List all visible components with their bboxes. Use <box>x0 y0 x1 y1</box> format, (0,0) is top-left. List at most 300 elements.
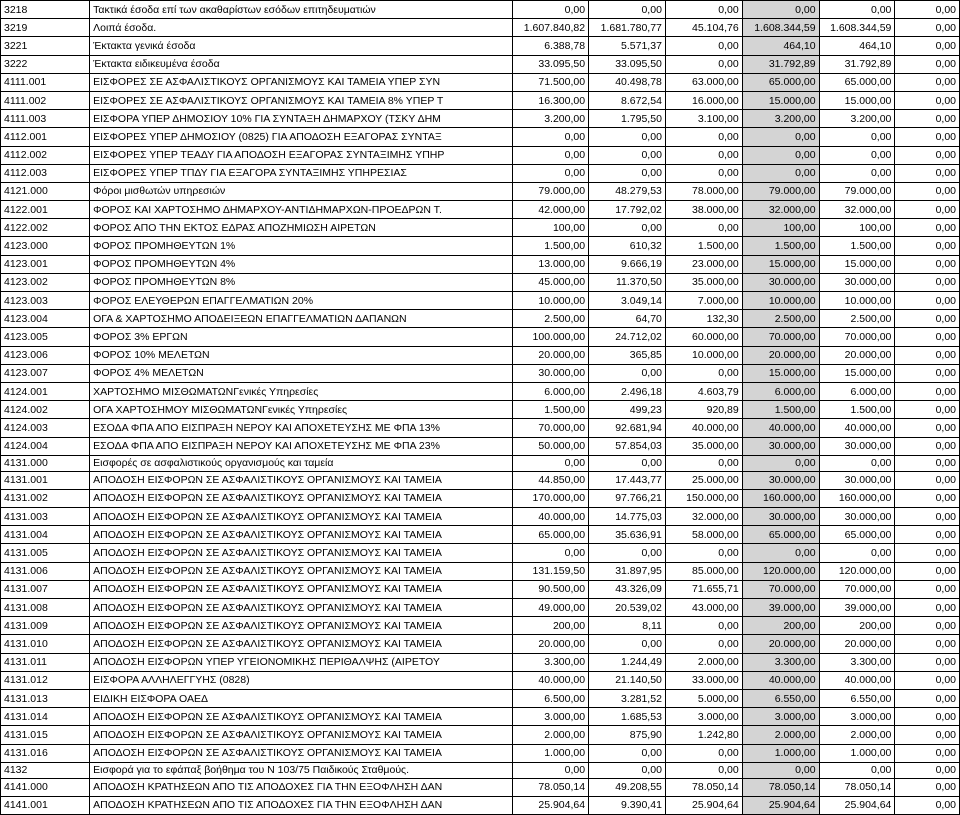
description-cell: ΕΙΣΦΟΡΕΣ ΥΠΕΡ ΤΠΔΥ ΓΙΑ ΕΞΑΓΟΡΑ ΣΥΝΤΑΞΙΜΗΣ ΥΠΗΡΕΣΙΑΣ <box>90 164 513 182</box>
amount-cell-4: 79.000,00 <box>742 182 819 200</box>
amount-cell-6: 0,00 <box>895 91 960 109</box>
amount-cell-4: 39.000,00 <box>742 599 819 617</box>
amount-cell-4: 40.000,00 <box>742 419 819 437</box>
amount-cell-2: 0,00 <box>589 146 666 164</box>
amount-cell-4: 1.608.344,59 <box>742 19 819 37</box>
amount-cell-2: 8.672,54 <box>589 91 666 109</box>
amount-cell-4: 0,00 <box>742 762 819 778</box>
amount-cell-3: 1.242,80 <box>665 726 742 744</box>
amount-cell-5: 2.000,00 <box>819 726 895 744</box>
amount-cell-5: 200,00 <box>819 617 895 635</box>
table-row <box>1 508 960 526</box>
description-cell: ΧΑΡΤΟΣΗΜΟ ΜΙΣΘΩΜΑΤΩΝΓενικές Υπηρεσίες <box>90 382 513 400</box>
amount-cell-3: 58.000,00 <box>665 526 742 544</box>
amount-cell-6: 0,00 <box>895 401 960 419</box>
amount-cell-5: 1.000,00 <box>819 744 895 762</box>
amount-cell-6: 0,00 <box>895 471 960 489</box>
account-code-cell: 4131.007 <box>1 580 90 598</box>
amount-cell-2: 0,00 <box>589 219 666 237</box>
amount-cell-1: 1.500,00 <box>513 237 589 255</box>
amount-cell-3: 40.000,00 <box>665 419 742 437</box>
account-code-cell: 4111.003 <box>1 110 90 128</box>
account-code-cell: 4131.010 <box>1 635 90 653</box>
table-row <box>1 219 960 237</box>
account-code-cell: 4111.001 <box>1 73 90 91</box>
amount-cell-5: 78.050,14 <box>819 778 895 796</box>
amount-cell-6: 0,00 <box>895 526 960 544</box>
amount-cell-5: 0,00 <box>819 455 895 471</box>
amount-cell-2: 9.390,41 <box>589 796 666 814</box>
amount-cell-4: 30.000,00 <box>742 471 819 489</box>
amount-cell-1: 40.000,00 <box>513 671 589 689</box>
amount-cell-3: 71.655,71 <box>665 580 742 598</box>
description-cell: ΑΠΟΔΟΣΗ ΕΙΣΦΟΡΩΝ ΣΕ ΑΣΦΑΛΙΣΤΙΚΟΥΣ ΟΡΓΑΝΙΣΜΟΥΣ ΚΑΙ ΤΑΜΕΙΑ <box>90 544 513 562</box>
amount-cell-1: 3.200,00 <box>513 110 589 128</box>
account-code-cell: 4112.002 <box>1 146 90 164</box>
amount-cell-5: 120.000,00 <box>819 562 895 580</box>
amount-cell-3: 45.104,76 <box>665 19 742 37</box>
amount-cell-6: 0,00 <box>895 328 960 346</box>
description-cell: Φόροι μισθωτών υπηρεσιών <box>90 182 513 200</box>
amount-cell-1: 33.095,50 <box>513 55 589 73</box>
amount-cell-1: 78.050,14 <box>513 778 589 796</box>
amount-cell-3: 25.000,00 <box>665 471 742 489</box>
amount-cell-1: 1.607.840,82 <box>513 19 589 37</box>
amount-cell-3: 1.500,00 <box>665 237 742 255</box>
amount-cell-6: 0,00 <box>895 255 960 273</box>
amount-cell-3: 0,00 <box>665 544 742 562</box>
account-code-cell: 4124.001 <box>1 382 90 400</box>
amount-cell-4: 2.000,00 <box>742 726 819 744</box>
amount-cell-6: 0,00 <box>895 617 960 635</box>
amount-cell-2: 1.795,50 <box>589 110 666 128</box>
table-row <box>1 346 960 364</box>
amount-cell-1: 100,00 <box>513 219 589 237</box>
amount-cell-4: 3.200,00 <box>742 110 819 128</box>
amount-cell-2: 0,00 <box>589 635 666 653</box>
amount-cell-4: 160.000,00 <box>742 489 819 507</box>
account-code-cell: 4123.005 <box>1 328 90 346</box>
description-cell: ΦΟΡΟΣ 4% ΜΕΛΕΤΩΝ <box>90 364 513 382</box>
amount-cell-1: 71.500,00 <box>513 73 589 91</box>
amount-cell-2: 49.208,55 <box>589 778 666 796</box>
account-code-cell: 4131.002 <box>1 489 90 507</box>
amount-cell-3: 0,00 <box>665 146 742 164</box>
amount-cell-4: 120.000,00 <box>742 562 819 580</box>
amount-cell-3: 0,00 <box>665 635 742 653</box>
description-cell: ΕΙΣΦΟΡΕΣ ΣΕ ΑΣΦΑΛΙΣΤΙΚΟΥΣ ΟΡΓΑΝΙΣΜΟΥΣ ΚΑΙ ΤΑΜΕΙΑ ΥΠΕΡ ΣΥΝ <box>90 73 513 91</box>
amount-cell-2: 43.326,09 <box>589 580 666 598</box>
amount-cell-6: 0,00 <box>895 689 960 707</box>
amount-cell-4: 15.000,00 <box>742 91 819 109</box>
amount-cell-3: 7.000,00 <box>665 292 742 310</box>
amount-cell-4: 70.000,00 <box>742 580 819 598</box>
amount-cell-4: 20.000,00 <box>742 635 819 653</box>
amount-cell-1: 50.000,00 <box>513 437 589 455</box>
amount-cell-2: 875,90 <box>589 726 666 744</box>
amount-cell-3: 43.000,00 <box>665 599 742 617</box>
amount-cell-1: 0,00 <box>513 164 589 182</box>
amount-cell-5: 15.000,00 <box>819 91 895 109</box>
amount-cell-6: 0,00 <box>895 778 960 796</box>
amount-cell-4: 200,00 <box>742 617 819 635</box>
amount-cell-4: 30.000,00 <box>742 437 819 455</box>
amount-cell-1: 1.000,00 <box>513 744 589 762</box>
table-row <box>1 778 960 796</box>
description-cell: ΦΟΡΟΣ 10% ΜΕΛΕΤΩΝ <box>90 346 513 364</box>
amount-cell-5: 464,10 <box>819 37 895 55</box>
amount-cell-1: 2.500,00 <box>513 310 589 328</box>
table-row <box>1 292 960 310</box>
amount-cell-5: 3.000,00 <box>819 708 895 726</box>
amount-cell-5: 160.000,00 <box>819 489 895 507</box>
amount-cell-2: 499,23 <box>589 401 666 419</box>
amount-cell-1: 2.000,00 <box>513 726 589 744</box>
description-cell: ΦΟΡΟΣ ΠΡΟΜΗΘΕΥΤΩΝ 8% <box>90 273 513 291</box>
amount-cell-5: 65.000,00 <box>819 526 895 544</box>
table-row <box>1 201 960 219</box>
table-row <box>1 544 960 562</box>
amount-cell-1: 0,00 <box>513 128 589 146</box>
description-cell: ΕΙΣΦΟΡΕΣ ΥΠΕΡ ΔΗΜΟΣΙΟΥ (0825) ΓΙΑ ΑΠΟΔΟΣΗ ΕΞΑΓΟΡΑΣ ΣΥΝΤΑΞ <box>90 128 513 146</box>
account-code-cell: 4123.004 <box>1 310 90 328</box>
amount-cell-3: 0,00 <box>665 744 742 762</box>
amount-cell-2: 0,00 <box>589 762 666 778</box>
amount-cell-6: 0,00 <box>895 580 960 598</box>
amount-cell-6: 0,00 <box>895 508 960 526</box>
amount-cell-1: 90.500,00 <box>513 580 589 598</box>
amount-cell-5: 70.000,00 <box>819 328 895 346</box>
amount-cell-2: 14.775,03 <box>589 508 666 526</box>
amount-cell-6: 0,00 <box>895 599 960 617</box>
amount-cell-2: 3.281,52 <box>589 689 666 707</box>
amount-cell-1: 40.000,00 <box>513 508 589 526</box>
table-row <box>1 310 960 328</box>
amount-cell-1: 45.000,00 <box>513 273 589 291</box>
description-cell: Εισφορές σε ασφαλιστικούς οργανισμούς και ταμεία <box>90 455 513 471</box>
amount-cell-4: 40.000,00 <box>742 671 819 689</box>
account-code-cell: 4123.003 <box>1 292 90 310</box>
amount-cell-1: 16.300,00 <box>513 91 589 109</box>
amount-cell-6: 0,00 <box>895 1 960 19</box>
description-cell: ΦΟΡΟΣ ΕΛΕΥΘΕΡΩΝ ΕΠΑΓΓΕΛΜΑΤΙΩΝ 20% <box>90 292 513 310</box>
table-row <box>1 455 960 471</box>
amount-cell-3: 16.000,00 <box>665 91 742 109</box>
amount-cell-6: 0,00 <box>895 237 960 255</box>
amount-cell-1: 20.000,00 <box>513 346 589 364</box>
amount-cell-1: 13.000,00 <box>513 255 589 273</box>
table-row <box>1 437 960 455</box>
account-code-cell: 4131.003 <box>1 508 90 526</box>
amount-cell-1: 3.300,00 <box>513 653 589 671</box>
amount-cell-2: 97.766,21 <box>589 489 666 507</box>
account-code-cell: 4131.013 <box>1 689 90 707</box>
account-code-cell: 4123.006 <box>1 346 90 364</box>
amount-cell-3: 0,00 <box>665 55 742 73</box>
description-cell: ΟΓΑ & ΧΑΡΤΟΣΗΜΟ ΑΠΟΔΕΙΞΕΩΝ ΕΠΑΓΓΕΛΜΑΤΙΩΝ ΔΑΠΑΝΩΝ <box>90 310 513 328</box>
amount-cell-3: 0,00 <box>665 1 742 19</box>
description-cell: ΑΠΟΔΟΣΗ ΕΙΣΦΟΡΩΝ ΣΕ ΑΣΦΑΛΙΣΤΙΚΟΥΣ ΟΡΓΑΝΙΣΜΟΥΣ ΚΑΙ ΤΑΜΕΙΑ <box>90 617 513 635</box>
description-cell: Τακτικά έσοδα επί των ακαθαρίστων εσόδων επιτηδευματιών <box>90 1 513 19</box>
description-cell: ΦΟΡΟΣ 3% ΕΡΓΩΝ <box>90 328 513 346</box>
amount-cell-2: 11.370,50 <box>589 273 666 291</box>
amount-cell-2: 2.496,18 <box>589 382 666 400</box>
table-row <box>1 55 960 73</box>
amount-cell-6: 0,00 <box>895 455 960 471</box>
description-cell: ΕΙΣΦΟΡΑ ΑΛΛΗΛΕΓΓΥΗΣ (0828) <box>90 671 513 689</box>
table-row <box>1 364 960 382</box>
table-row <box>1 255 960 273</box>
amount-cell-6: 0,00 <box>895 219 960 237</box>
amount-cell-5: 20.000,00 <box>819 635 895 653</box>
description-cell: ΦΟΡΟΣ ΠΡΟΜΗΘΕΥΤΩΝ 1% <box>90 237 513 255</box>
description-cell: ΑΠΟΔΟΣΗ ΕΙΣΦΟΡΩΝ ΣΕ ΑΣΦΑΛΙΣΤΙΚΟΥΣ ΟΡΓΑΝΙΣΜΟΥΣ ΚΑΙ ΤΑΜΕΙΑ <box>90 508 513 526</box>
amount-cell-2: 1.685,53 <box>589 708 666 726</box>
amount-cell-4: 0,00 <box>742 146 819 164</box>
amount-cell-2: 33.095,50 <box>589 55 666 73</box>
amount-cell-4: 70.000,00 <box>742 328 819 346</box>
amount-cell-1: 0,00 <box>513 762 589 778</box>
amount-cell-6: 0,00 <box>895 762 960 778</box>
table-row <box>1 526 960 544</box>
amount-cell-1: 49.000,00 <box>513 599 589 617</box>
amount-cell-1: 6.000,00 <box>513 382 589 400</box>
amount-cell-6: 0,00 <box>895 310 960 328</box>
description-cell: ΕΣΟΔΑ ΦΠΑ ΑΠΟ ΕΙΣΠΡΑΞΗ ΝΕΡΟΥ ΚΑΙ ΑΠΟΧΕΤΕΥΣΗΣ ΜΕ ΦΠΑ 13% <box>90 419 513 437</box>
amount-cell-5: 32.000,00 <box>819 201 895 219</box>
amount-cell-4: 25.904,64 <box>742 796 819 814</box>
amount-cell-3: 35.000,00 <box>665 437 742 455</box>
amount-cell-5: 0,00 <box>819 146 895 164</box>
amount-cell-6: 0,00 <box>895 708 960 726</box>
amount-cell-5: 25.904,64 <box>819 796 895 814</box>
account-code-cell: 4122.002 <box>1 219 90 237</box>
amount-cell-6: 0,00 <box>895 489 960 507</box>
account-code-cell: 4123.007 <box>1 364 90 382</box>
amount-cell-1: 6.388,78 <box>513 37 589 55</box>
account-code-cell: 4123.002 <box>1 273 90 291</box>
account-code-cell: 4131.004 <box>1 526 90 544</box>
amount-cell-5: 30.000,00 <box>819 437 895 455</box>
amount-cell-5: 0,00 <box>819 164 895 182</box>
amount-cell-5: 10.000,00 <box>819 292 895 310</box>
amount-cell-1: 79.000,00 <box>513 182 589 200</box>
account-code-cell: 4131.005 <box>1 544 90 562</box>
description-cell: ΑΠΟΔΟΣΗ ΕΙΣΦΟΡΩΝ ΣΕ ΑΣΦΑΛΙΣΤΙΚΟΥΣ ΟΡΓΑΝΙΣΜΟΥΣ ΚΑΙ ΤΑΜΕΙΑ <box>90 562 513 580</box>
amount-cell-6: 0,00 <box>895 671 960 689</box>
amount-cell-2: 1.244,49 <box>589 653 666 671</box>
amount-cell-3: 132,30 <box>665 310 742 328</box>
amount-cell-4: 6.550,00 <box>742 689 819 707</box>
amount-cell-5: 0,00 <box>819 128 895 146</box>
description-cell: ΑΠΟΔΟΣΗ ΕΙΣΦΟΡΩΝ ΣΕ ΑΣΦΑΛΙΣΤΙΚΟΥΣ ΟΡΓΑΝΙΣΜΟΥΣ ΚΑΙ ΤΑΜΕΙΑ <box>90 471 513 489</box>
amount-cell-6: 0,00 <box>895 744 960 762</box>
amount-cell-1: 0,00 <box>513 455 589 471</box>
amount-cell-6: 0,00 <box>895 146 960 164</box>
amount-cell-1: 0,00 <box>513 1 589 19</box>
amount-cell-6: 0,00 <box>895 37 960 55</box>
budget-table-body <box>1 1 960 815</box>
amount-cell-2: 365,85 <box>589 346 666 364</box>
amount-cell-4: 15.000,00 <box>742 364 819 382</box>
account-code-cell: 3221 <box>1 37 90 55</box>
table-row <box>1 419 960 437</box>
amount-cell-1: 25.904,64 <box>513 796 589 814</box>
table-row <box>1 617 960 635</box>
account-code-cell: 3222 <box>1 55 90 73</box>
amount-cell-6: 0,00 <box>895 110 960 128</box>
amount-cell-2: 8,11 <box>589 617 666 635</box>
description-cell: ΑΠΟΔΟΣΗ ΕΙΣΦΟΡΩΝ ΣΕ ΑΣΦΑΛΙΣΤΙΚΟΥΣ ΟΡΓΑΝΙΣΜΟΥΣ ΚΑΙ ΤΑΜΕΙΑ <box>90 526 513 544</box>
amount-cell-1: 42.000,00 <box>513 201 589 219</box>
account-code-cell: 4122.001 <box>1 201 90 219</box>
account-code-cell: 4123.001 <box>1 255 90 273</box>
description-cell: ΕΙΣΦΟΡΕΣ ΥΠΕΡ ΤΕΑΔΥ ΓΙΑ ΑΠΟΔΟΣΗ ΕΞΑΓΟΡΑΣ ΣΥΝΤΑΞΙΜΗΣ ΥΠΗΡ <box>90 146 513 164</box>
amount-cell-6: 0,00 <box>895 164 960 182</box>
amount-cell-3: 63.000,00 <box>665 73 742 91</box>
amount-cell-4: 0,00 <box>742 164 819 182</box>
amount-cell-5: 40.000,00 <box>819 671 895 689</box>
amount-cell-3: 38.000,00 <box>665 201 742 219</box>
amount-cell-5: 30.000,00 <box>819 471 895 489</box>
amount-cell-5: 30.000,00 <box>819 273 895 291</box>
table-row <box>1 110 960 128</box>
amount-cell-3: 85.000,00 <box>665 562 742 580</box>
account-code-cell: 4131.008 <box>1 599 90 617</box>
account-code-cell: 4141.001 <box>1 796 90 814</box>
amount-cell-6: 0,00 <box>895 346 960 364</box>
amount-cell-4: 20.000,00 <box>742 346 819 364</box>
amount-cell-6: 0,00 <box>895 201 960 219</box>
amount-cell-4: 3.300,00 <box>742 653 819 671</box>
amount-cell-5: 1.500,00 <box>819 401 895 419</box>
amount-cell-3: 0,00 <box>665 219 742 237</box>
amount-cell-3: 32.000,00 <box>665 508 742 526</box>
table-row <box>1 689 960 707</box>
table-row <box>1 164 960 182</box>
amount-cell-2: 3.049,14 <box>589 292 666 310</box>
table-row <box>1 73 960 91</box>
table-row <box>1 273 960 291</box>
amount-cell-3: 10.000,00 <box>665 346 742 364</box>
amount-cell-5: 0,00 <box>819 1 895 19</box>
table-row <box>1 708 960 726</box>
amount-cell-1: 70.000,00 <box>513 419 589 437</box>
amount-cell-5: 1.500,00 <box>819 237 895 255</box>
amount-cell-2: 0,00 <box>589 364 666 382</box>
table-row <box>1 580 960 598</box>
amount-cell-3: 2.000,00 <box>665 653 742 671</box>
amount-cell-2: 57.854,03 <box>589 437 666 455</box>
amount-cell-4: 31.792,89 <box>742 55 819 73</box>
amount-cell-3: 60.000,00 <box>665 328 742 346</box>
amount-cell-2: 0,00 <box>589 164 666 182</box>
amount-cell-6: 0,00 <box>895 635 960 653</box>
amount-cell-2: 24.712,02 <box>589 328 666 346</box>
amount-cell-3: 3.100,00 <box>665 110 742 128</box>
amount-cell-3: 4.603,79 <box>665 382 742 400</box>
table-row <box>1 762 960 778</box>
amount-cell-4: 6.000,00 <box>742 382 819 400</box>
amount-cell-5: 2.500,00 <box>819 310 895 328</box>
amount-cell-4: 15.000,00 <box>742 255 819 273</box>
amount-cell-2: 9.666,19 <box>589 255 666 273</box>
amount-cell-5: 30.000,00 <box>819 508 895 526</box>
amount-cell-4: 0,00 <box>742 128 819 146</box>
account-code-cell: 4131.016 <box>1 744 90 762</box>
amount-cell-1: 131.159,50 <box>513 562 589 580</box>
amount-cell-6: 0,00 <box>895 364 960 382</box>
amount-cell-1: 65.000,00 <box>513 526 589 544</box>
amount-cell-4: 65.000,00 <box>742 526 819 544</box>
amount-cell-2: 0,00 <box>589 128 666 146</box>
table-row <box>1 796 960 814</box>
amount-cell-3: 0,00 <box>665 37 742 55</box>
amount-cell-3: 33.000,00 <box>665 671 742 689</box>
description-cell: ΕΙΔΙΚΗ ΕΙΣΦΟΡΑ ΟΑΕΔ <box>90 689 513 707</box>
amount-cell-1: 3.000,00 <box>513 708 589 726</box>
amount-cell-3: 78.050,14 <box>665 778 742 796</box>
description-cell: Έκτακτα ειδικευμένα έσοδα <box>90 55 513 73</box>
amount-cell-4: 10.000,00 <box>742 292 819 310</box>
description-cell: ΑΠΟΔΟΣΗ ΕΙΣΦΟΡΩΝ ΣΕ ΑΣΦΑΛΙΣΤΙΚΟΥΣ ΟΡΓΑΝΙΣΜΟΥΣ ΚΑΙ ΤΑΜΕΙΑ <box>90 708 513 726</box>
amount-cell-6: 0,00 <box>895 19 960 37</box>
amount-cell-2: 0,00 <box>589 455 666 471</box>
amount-cell-3: 0,00 <box>665 128 742 146</box>
amount-cell-4: 1.500,00 <box>742 401 819 419</box>
amount-cell-3: 150.000,00 <box>665 489 742 507</box>
amount-cell-3: 35.000,00 <box>665 273 742 291</box>
amount-cell-1: 44.850,00 <box>513 471 589 489</box>
table-row <box>1 37 960 55</box>
account-code-cell: 4124.002 <box>1 401 90 419</box>
account-code-cell: 4132 <box>1 762 90 778</box>
amount-cell-3: 0,00 <box>665 164 742 182</box>
account-code-cell: 4131.001 <box>1 471 90 489</box>
amount-cell-4: 1.000,00 <box>742 744 819 762</box>
amount-cell-3: 0,00 <box>665 617 742 635</box>
amount-cell-3: 23.000,00 <box>665 255 742 273</box>
account-code-cell: 3219 <box>1 19 90 37</box>
description-cell: ΕΙΣΦΟΡΑ ΥΠΕΡ ΔΗΜΟΣΙΟΥ 10% ΓΙΑ ΣΥΝΤΑΞΗ ΔΗΜΑΡΧΟΥ (ΤΣΚΥ ΔΗΜ <box>90 110 513 128</box>
description-cell: ΦΟΡΟΣ ΚΑΙ ΧΑΡΤΟΣΗΜΟ ΔΗΜΑΡΧΟΥ-ΑΝΤΙΔΗΜΑΡΧΩΝ-ΠΡΟΕΔΡΩΝ Τ. <box>90 201 513 219</box>
amount-cell-4: 2.500,00 <box>742 310 819 328</box>
amount-cell-4: 3.000,00 <box>742 708 819 726</box>
table-row <box>1 328 960 346</box>
amount-cell-5: 15.000,00 <box>819 255 895 273</box>
account-code-cell: 4121.000 <box>1 182 90 200</box>
account-code-cell: 4112.003 <box>1 164 90 182</box>
table-row <box>1 635 960 653</box>
amount-cell-4: 78.050,14 <box>742 778 819 796</box>
amount-cell-2: 92.681,94 <box>589 419 666 437</box>
table-row <box>1 726 960 744</box>
amount-cell-5: 1.608.344,59 <box>819 19 895 37</box>
description-cell: ΕΙΣΦΟΡΕΣ ΣΕ ΑΣΦΑΛΙΣΤΙΚΟΥΣ ΟΡΓΑΝΙΣΜΟΥΣ ΚΑΙ ΤΑΜΕΙΑ 8% ΥΠΕΡ Τ <box>90 91 513 109</box>
description-cell: ΑΠΟΔΟΣΗ ΕΙΣΦΟΡΩΝ ΣΕ ΑΣΦΑΛΙΣΤΙΚΟΥΣ ΟΡΓΑΝΙΣΜΟΥΣ ΚΑΙ ΤΑΜΕΙΑ <box>90 580 513 598</box>
amount-cell-3: 78.000,00 <box>665 182 742 200</box>
amount-cell-6: 0,00 <box>895 128 960 146</box>
table-row <box>1 1 960 19</box>
amount-cell-2: 610,32 <box>589 237 666 255</box>
amount-cell-6: 0,00 <box>895 653 960 671</box>
account-code-cell: 4123.000 <box>1 237 90 255</box>
amount-cell-3: 25.904,64 <box>665 796 742 814</box>
table-row <box>1 382 960 400</box>
amount-cell-1: 10.000,00 <box>513 292 589 310</box>
amount-cell-6: 0,00 <box>895 544 960 562</box>
amount-cell-3: 3.000,00 <box>665 708 742 726</box>
